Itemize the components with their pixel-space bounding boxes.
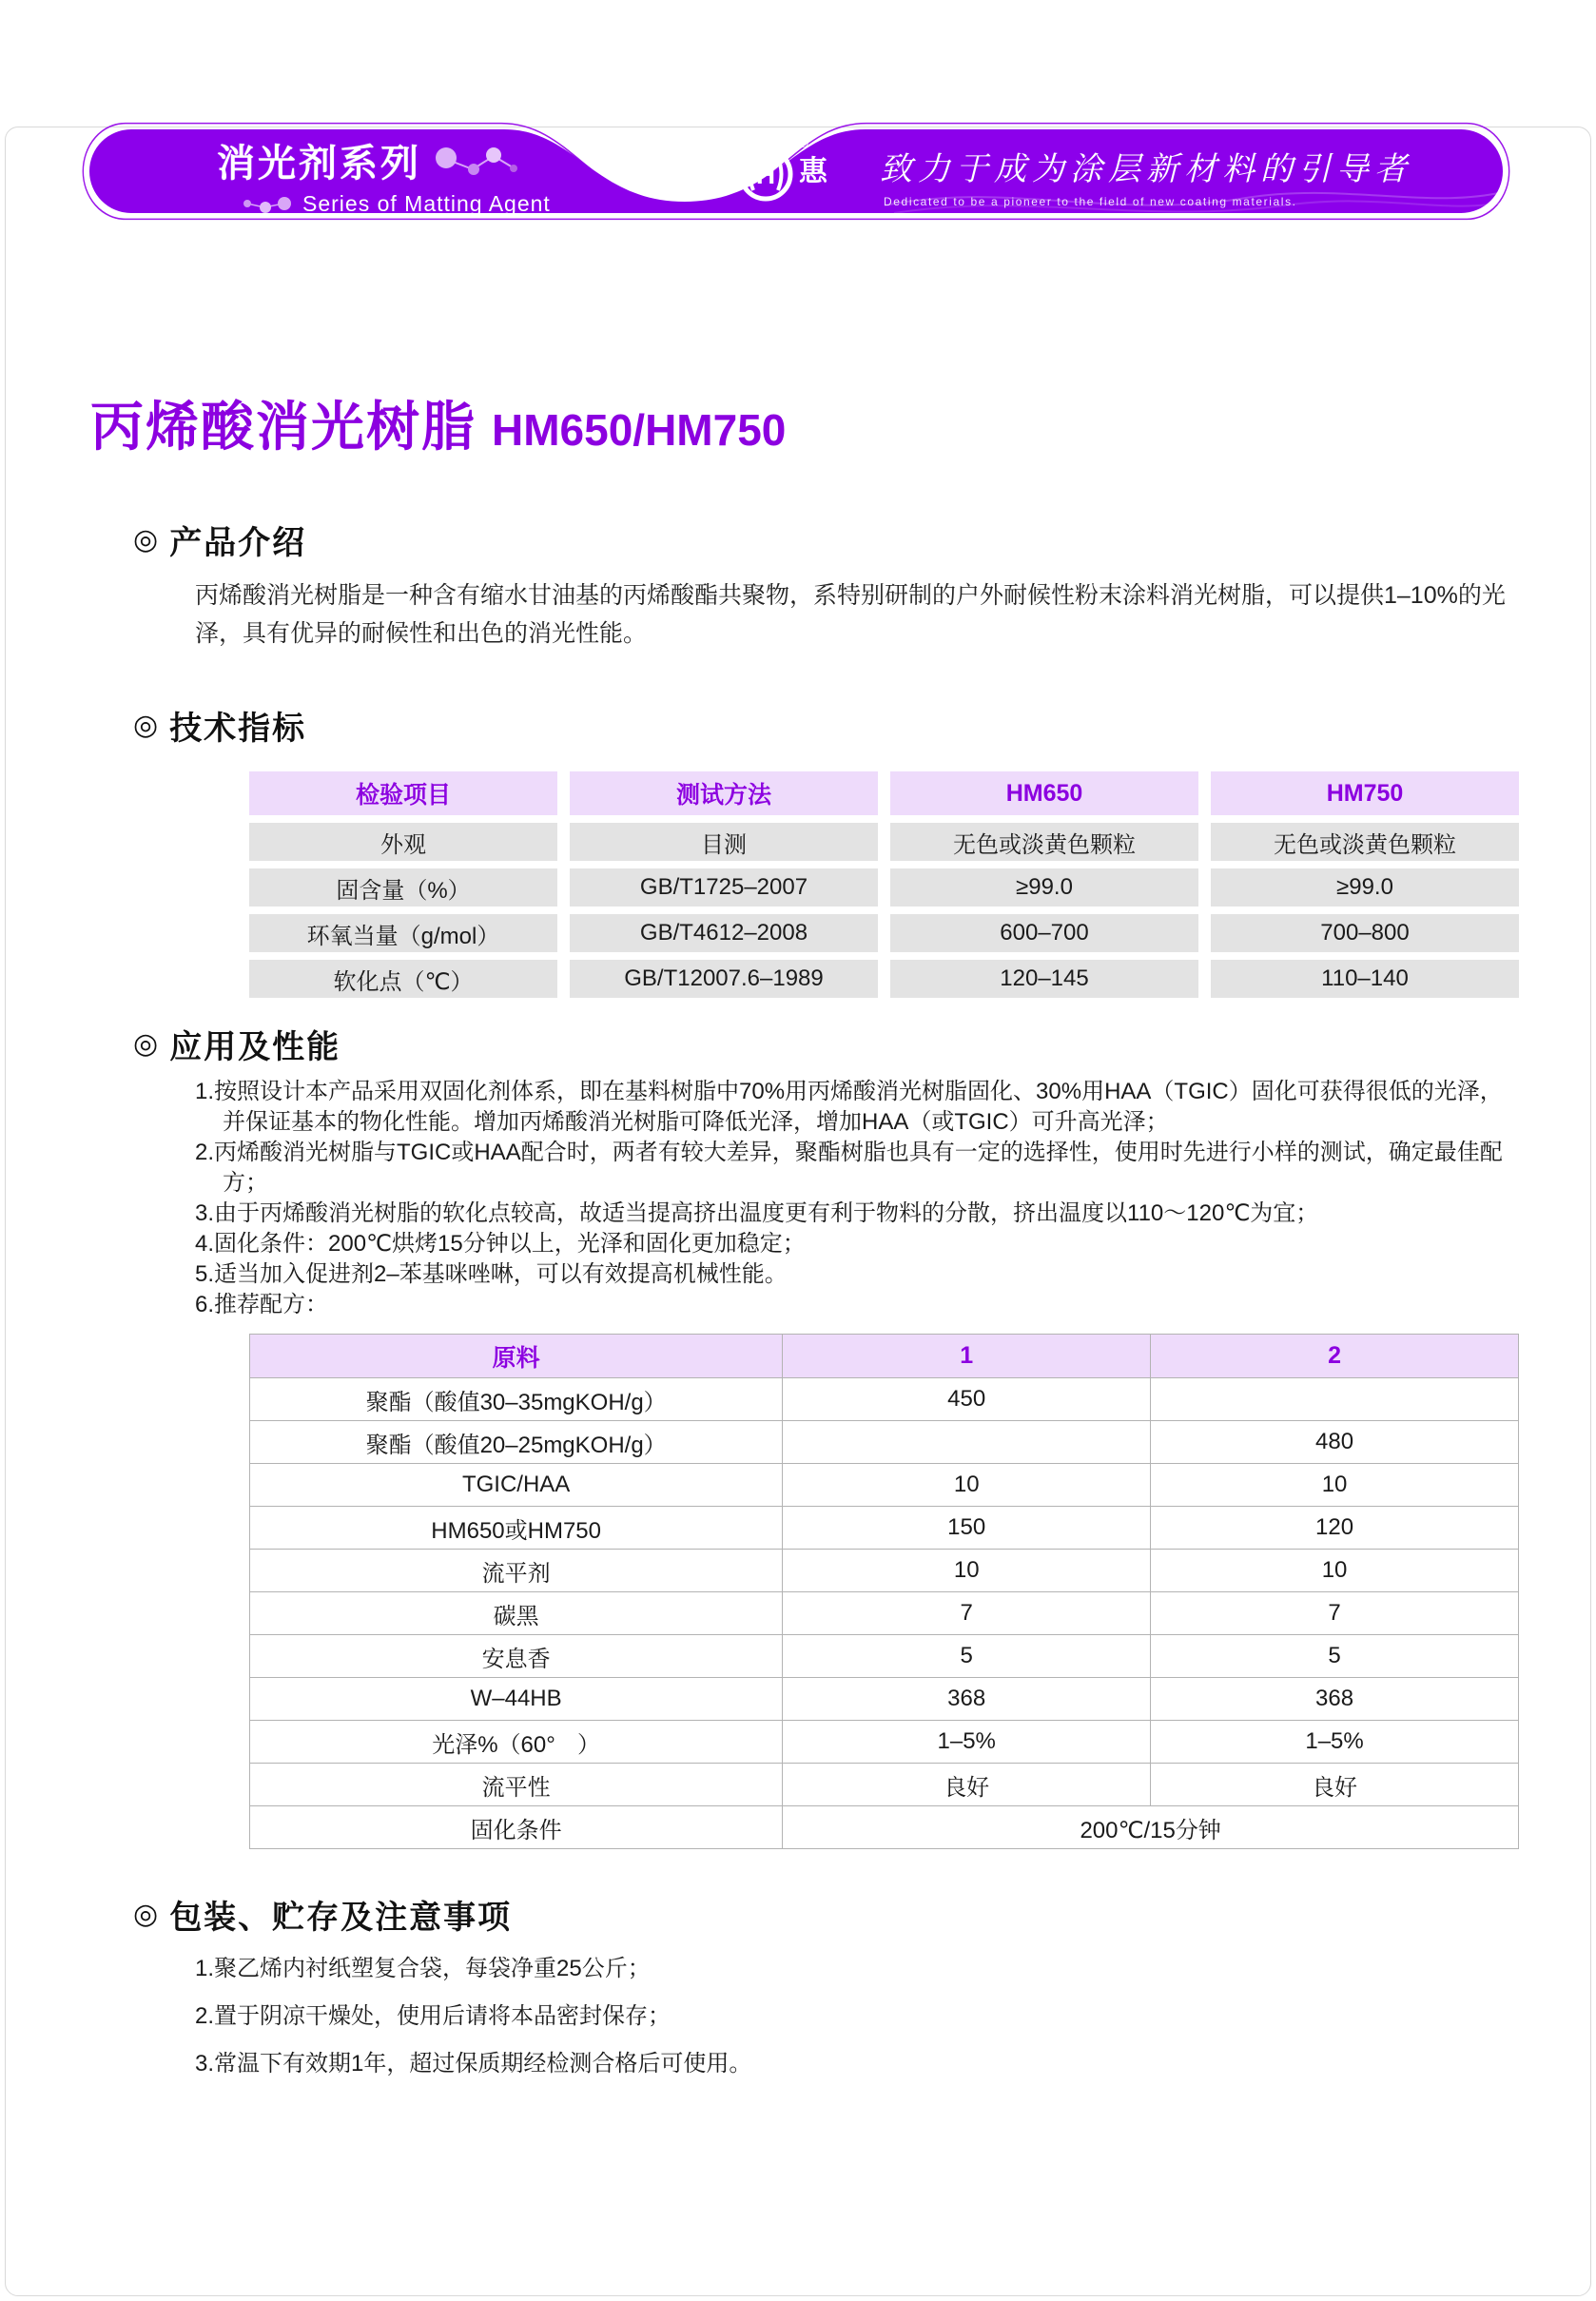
table-row <box>250 1507 1519 1550</box>
table-row <box>250 1421 1519 1464</box>
product-model: HM650/HM750 <box>492 405 787 455</box>
table-cell: 安息香 <box>250 1635 783 1678</box>
column-header: 2 <box>1151 1335 1519 1378</box>
table-row <box>249 914 1519 952</box>
table-cell: 1–5% <box>1151 1721 1519 1764</box>
specs-table <box>237 764 1531 1005</box>
table-cell: 无色或淡黄色颗粒 <box>1211 823 1519 861</box>
list-item: 1.聚乙烯内衬纸塑复合袋，每袋净重25公斤； <box>195 1956 651 1981</box>
table-cell: TGIC/HAA <box>250 1464 783 1507</box>
table-row <box>249 868 1519 907</box>
column-header: HM750 <box>1211 771 1519 815</box>
table-cell <box>1151 1378 1519 1421</box>
column-header: 检验项目 <box>249 771 557 815</box>
section-introduction <box>90 517 1506 653</box>
section-packaging <box>90 1891 1506 2078</box>
table-row <box>250 1764 1519 1806</box>
list-item: 6.推荐配方： <box>195 1292 329 1317</box>
table-cell: 5 <box>783 1635 1151 1678</box>
table-cell: 1–5% <box>783 1721 1151 1764</box>
slogan-block <box>880 141 1412 208</box>
table-row <box>250 1806 1519 1849</box>
section-specs <box>90 702 1506 1005</box>
logo-char-right: 惠 <box>799 156 827 187</box>
table-row <box>250 1550 1519 1592</box>
column-header: 1 <box>783 1335 1151 1378</box>
table-row <box>250 1592 1519 1635</box>
section-heading: 技术指标 <box>169 711 307 747</box>
table-cell: ≥99.0 <box>890 868 1198 907</box>
table-cell: 368 <box>783 1678 1151 1721</box>
logo-emblem-icon <box>734 141 797 204</box>
table-cell: 碳黑 <box>250 1592 783 1635</box>
table-row <box>250 1678 1519 1721</box>
table-row <box>249 823 1519 861</box>
logo-char-left: 华 <box>704 156 732 187</box>
list-item: 2.置于阴凉干燥处，使用后请将本品密封保存； <box>195 2003 671 2029</box>
list-item: 2.丙烯酸消光树脂与TGIC或HAA配合时，两者有较大差异，聚酯树脂也具有一定的选择性，使用时先进行小样的测试，确定最佳配方； <box>195 1140 1503 1196</box>
table-cell: 110–140 <box>1211 960 1519 998</box>
table-cell: 流平性 <box>250 1764 783 1806</box>
table-cell: 流平剂 <box>250 1550 783 1592</box>
header-banner <box>76 122 1520 224</box>
table-cell: 10 <box>783 1550 1151 1592</box>
formula-table <box>249 1334 1519 1849</box>
table-cell: 10 <box>1151 1550 1519 1592</box>
table-cell: 目测 <box>570 823 878 861</box>
table-cell: 10 <box>1151 1464 1519 1507</box>
intro-paragraph: 丙烯酸消光树脂是一种含有缩水甘油基的丙烯酸酯共聚物，系特别研制的户外耐候性粉末涂料消光树脂，可以提供1–10%的光泽，具有优异的耐候性和出色的消光性能。 <box>195 582 1506 647</box>
table-cell: 7 <box>1151 1592 1519 1635</box>
table-header-row <box>250 1335 1519 1378</box>
table-cell: ≥99.0 <box>1211 868 1519 907</box>
table-cell: 良好 <box>1151 1764 1519 1806</box>
table-row <box>249 960 1519 998</box>
table-cell: 5 <box>1151 1635 1519 1678</box>
table-cell: 450 <box>783 1378 1151 1421</box>
product-name: 丙烯酸消光树脂 <box>90 397 477 457</box>
section-bullet-icon: ◎ <box>133 1898 159 1930</box>
series-subtitle: Series of Matting Agent <box>302 191 551 216</box>
list-item: 4.固化条件：200℃烘烤15分钟以上，光泽和固化更加稳定； <box>195 1231 806 1257</box>
table-cell <box>783 1421 1151 1464</box>
table-cell: 外观 <box>249 823 557 861</box>
table-cell: 150 <box>783 1507 1151 1550</box>
table-cell: W–44HB <box>250 1678 783 1721</box>
table-cell: 700–800 <box>1211 914 1519 952</box>
table-cell: 环氧当量（g/mol） <box>249 914 557 952</box>
list-item: 3.常温下有效期1年，超过保质期经检测合格后可使用。 <box>195 2051 752 2077</box>
table-cell: 无色或淡黄色颗粒 <box>890 823 1198 861</box>
list-item: 1.按照设计本产品采用双固化剂体系，即在基料树脂中70%用丙烯酸消光树脂固化、30%用HAA（TGIC）固化可获得很低的光泽，并保证基本的物化性能。增加丙烯酸消光树脂可降低光泽，增加HAA（或TGIC）可升高光泽； <box>195 1079 1503 1135</box>
table-cell: GB/T12007.6–1989 <box>570 960 878 998</box>
table-cell: 120 <box>1151 1507 1519 1550</box>
banner-brand-block <box>704 135 1412 208</box>
section-bullet-icon: ◎ <box>133 1027 159 1060</box>
table-cell: 聚酯（酸值30–35mgKOH/g） <box>250 1378 783 1421</box>
svg-text:H: H <box>755 160 776 189</box>
huahui-logo <box>704 135 827 204</box>
section-bullet-icon: ◎ <box>133 523 159 556</box>
section-bullet-icon: ◎ <box>133 709 159 741</box>
table-cell: 软化点（℃） <box>249 960 557 998</box>
table-cell: 7 <box>783 1592 1151 1635</box>
table-header-row <box>249 771 1519 815</box>
table-cell: 聚酯（酸值20–25mgKOH/g） <box>250 1421 783 1464</box>
table-row <box>250 1635 1519 1678</box>
column-header: 原料 <box>250 1335 783 1378</box>
column-header: 测试方法 <box>570 771 878 815</box>
content <box>0 517 1596 2078</box>
column-header: HM650 <box>890 771 1198 815</box>
dots-icon <box>242 196 293 213</box>
list-item: 5.适当加入促进剂2–苯基咪唑啉，可以有效提高机械性能。 <box>195 1261 788 1287</box>
section-heading: 应用及性能 <box>169 1029 341 1065</box>
table-cell: 200℃/15分钟 <box>783 1806 1519 1849</box>
section-heading: 产品介绍 <box>169 525 307 561</box>
table-cell: 固含量（%） <box>249 868 557 907</box>
slogan-en: Dedicated to be a pioneer to the field of new coating materials. <box>884 195 1297 208</box>
table-cell: GB/T1725–2007 <box>570 868 878 907</box>
series-title: 消光剂系列 <box>217 143 421 185</box>
molecule-dots-icon <box>435 145 522 177</box>
packaging-list <box>195 1955 1506 2078</box>
table-cell: 368 <box>1151 1678 1519 1721</box>
table-cell: HM650或HM750 <box>250 1507 783 1550</box>
table-cell: 固化条件 <box>250 1806 783 1849</box>
section-application <box>90 1021 1506 1849</box>
list-item: 3.由于丙烯酸消光树脂的软化点较高，故适当提高挤出温度更有利于物料的分散，挤出温度以110～120℃为宜； <box>195 1200 1319 1226</box>
table-cell: 光泽%（60°ㅤ） <box>250 1721 783 1764</box>
table-row <box>250 1721 1519 1764</box>
table-cell: 120–145 <box>890 960 1198 998</box>
table-cell: GB/T4612–2008 <box>570 914 878 952</box>
registered-mark: ® <box>797 135 808 151</box>
banner-series-block <box>217 133 551 217</box>
page-title <box>90 385 1596 461</box>
table-cell: 10 <box>783 1464 1151 1507</box>
table-cell: 良好 <box>783 1764 1151 1806</box>
slogan-cn: 致力于成为涂层新材料的引导者 <box>880 152 1412 187</box>
table-cell: 480 <box>1151 1421 1519 1464</box>
application-list <box>195 1077 1517 1320</box>
section-heading: 包装、贮存及注意事项 <box>169 1900 513 1936</box>
table-cell: 600–700 <box>890 914 1198 952</box>
table-row <box>250 1464 1519 1507</box>
table-row <box>250 1378 1519 1421</box>
